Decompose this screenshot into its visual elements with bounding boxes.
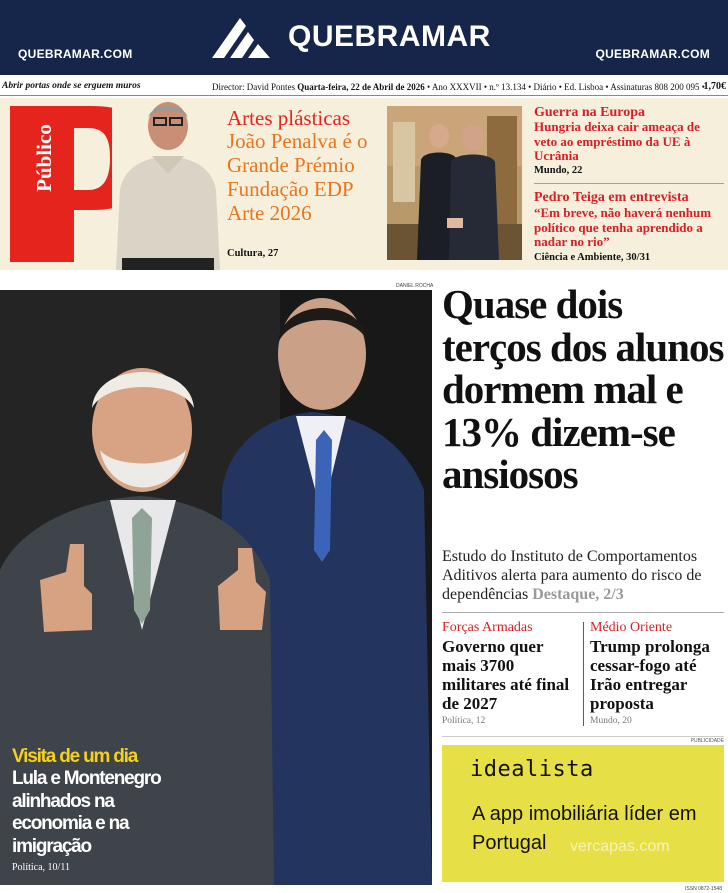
watermark: vercapas.com: [570, 838, 670, 855]
teaser-strip: [0, 98, 728, 270]
story-2-headline[interactable]: Trump prolonga cessar-fogo até Irão entregar proposta: [590, 637, 710, 713]
site-link-right[interactable]: QUEBRAMAR.COM: [595, 47, 710, 61]
ad-brand: idealista: [470, 757, 594, 782]
story-1-headline[interactable]: Governo quer mais 3700 militares até final de 2027: [442, 637, 570, 713]
photo-section: Política, 10/11: [12, 862, 70, 873]
interview-section: Ciência e Ambiente, 30/31: [534, 252, 651, 263]
photo-credit: DANIEL ROCHA: [396, 283, 434, 289]
stories-divider: [442, 612, 724, 613]
story-2-kicker: Médio Oriente: [590, 620, 673, 635]
ad-label: PUBLICIDADE: [690, 738, 724, 744]
story-1-kicker: Forças Armadas: [442, 620, 533, 635]
issue-details: • Ano XXXVII • n.º 13.134 • Diário • Ed. Lisboa • Assinaturas 808 200 095 •: [426, 82, 705, 92]
site-link-left[interactable]: QUEBRAMAR.COM: [18, 47, 133, 61]
story-1-section: Política, 12: [442, 716, 486, 726]
europe-kicker: Guerra na Europa: [534, 105, 645, 120]
artes-headline[interactable]: João Penalva é o Grande Prémio Fundação EDP Arte 2026: [227, 129, 368, 225]
ad-text: A app imobiliária líder em Portugal: [472, 803, 697, 854]
issn: ISSN 0872-1548: [685, 886, 722, 892]
artes-kicker: Artes plásticas: [227, 106, 351, 130]
brand-name: QUEBRAMAR: [288, 20, 491, 53]
price: 1,70€: [703, 81, 726, 92]
artes-section: Cultura, 27: [227, 248, 279, 259]
europe-headline[interactable]: Hungria deixa cair ameaça de veto ao empréstimo da UE à Ucrânia: [534, 119, 700, 163]
europe-leaders-photo: [387, 106, 522, 260]
brand-logo[interactable]: [210, 12, 491, 62]
edition-meta: [212, 82, 705, 92]
director: Director: David Pontes: [212, 82, 295, 92]
interview-kicker: Pedro Teiga em entrevista: [534, 190, 689, 205]
story-2-section: Mundo, 20: [590, 716, 632, 726]
teaser-divider: [534, 183, 724, 184]
photo-kicker: Visita de um dia: [12, 746, 138, 767]
lead-ref: Destaque, 2/3: [532, 586, 624, 603]
wave-logo-icon: [210, 14, 272, 60]
issue-date: Quarta-feira, 22 de Abril de 2026: [297, 82, 425, 92]
lead-subtitle: [442, 547, 724, 604]
photo-headline[interactable]: Lula e Montenegro alinhados na economia e na imigração: [12, 768, 161, 857]
ad-divider: [442, 736, 724, 737]
lead-subtitle-text: Estudo do Instituto de Comportamentos Aditivos alerta para aumento do risco de dependências: [442, 548, 702, 603]
column-divider: [583, 622, 584, 726]
tagline: Abrir portas onde se erguem muros: [2, 81, 141, 91]
lead-headline[interactable]: Quase dois terços dos alunos dormem mal e 13% dizem-se ansiosos: [442, 281, 724, 497]
publico-logo-text: Público: [31, 124, 56, 192]
interview-headline[interactable]: “Em breve, não haverá nenhum político que tenha aprendido a nadar no rio”: [534, 205, 712, 249]
masthead-info-line: [0, 78, 728, 96]
site-header-bar: [0, 0, 728, 75]
artes-portrait-photo: [112, 98, 224, 270]
europe-section: Mundo, 22: [534, 165, 583, 176]
idealista-ad[interactable]: [442, 745, 724, 882]
